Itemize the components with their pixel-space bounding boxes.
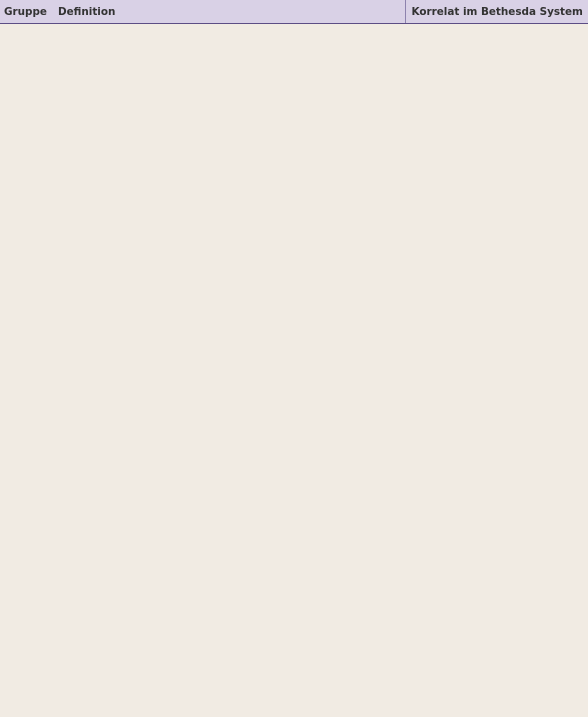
header-group: Gruppe: [0, 0, 54, 24]
header-bethesda: Korrelat im Bethesda System: [405, 0, 588, 24]
table-header-row: [0, 0, 588, 24]
classification-table: [0, 0, 588, 24]
header-definition: Definition: [54, 0, 405, 24]
